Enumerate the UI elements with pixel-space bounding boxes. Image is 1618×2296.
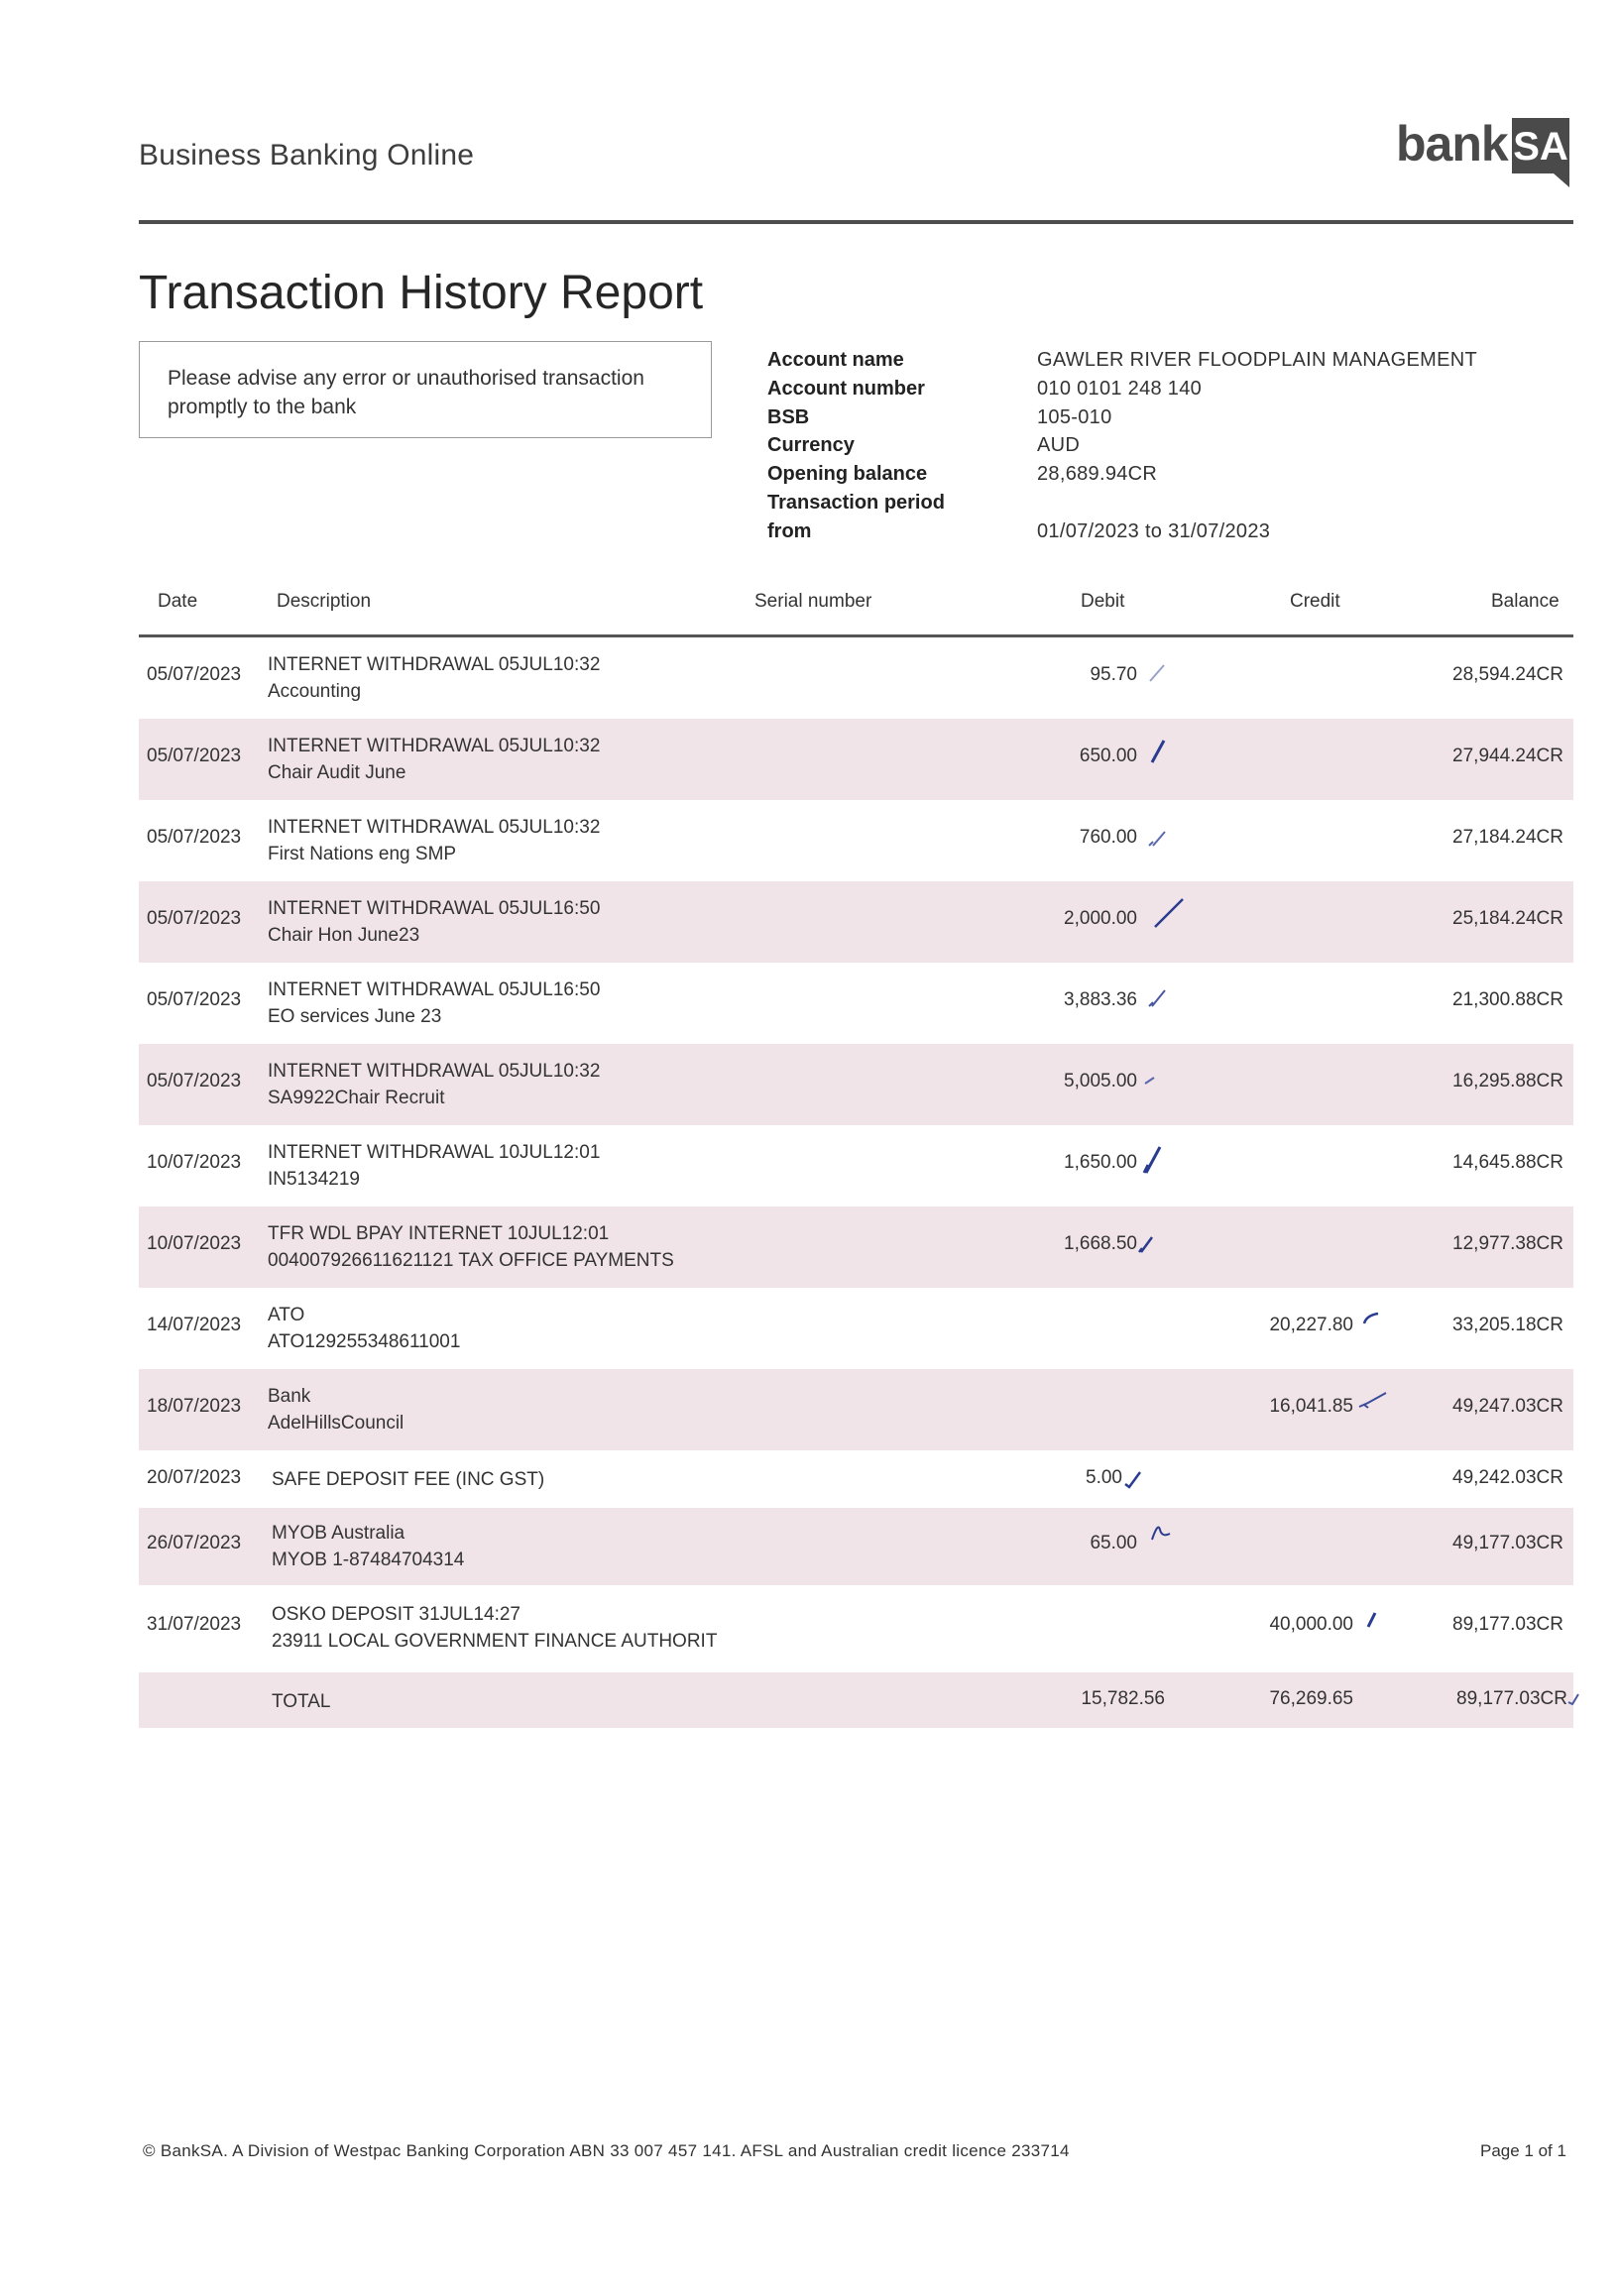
row-description: INTERNET WITHDRAWAL 05JUL10:32 Chair Audit June	[268, 736, 601, 783]
footer-page-number: Page 1 of 1	[1480, 2141, 1566, 2160]
bsb-value: 105-010	[1037, 405, 1112, 428]
handwritten-tick-icon	[1364, 1609, 1380, 1631]
col-serial-number: Serial number	[754, 591, 872, 612]
account-number-label: Account number	[767, 377, 925, 400]
logo-sa-badge	[1510, 114, 1573, 191]
total-debit: 15,782.56	[1081, 1688, 1165, 1709]
handwritten-tick-icon	[1360, 1310, 1382, 1327]
row-date: 26/07/2023	[147, 1533, 242, 1553]
row-description: ATO ATO129255348611001	[268, 1305, 461, 1352]
account-number-value: 010 0101 248 140	[1037, 377, 1203, 400]
row-balance: 25,184.24CR	[1452, 908, 1563, 929]
row-date: 05/07/2023	[147, 1071, 242, 1091]
handwritten-tick-icon	[1566, 1690, 1580, 1708]
row-description: INTERNET WITHDRAWAL 05JUL10:32 First Nations eng SMP	[268, 817, 601, 864]
row-balance: 27,944.24CR	[1452, 746, 1563, 766]
row-debit: 760.00	[1079, 827, 1137, 848]
total-label: TOTAL	[272, 1691, 331, 1712]
row-date: 10/07/2023	[147, 1233, 242, 1254]
handwritten-tick-icon	[1146, 826, 1170, 850]
currency-value: AUD	[1037, 434, 1081, 457]
table-row	[139, 637, 1573, 719]
handwritten-tick-icon	[1146, 737, 1170, 766]
bsb-label: BSB	[767, 405, 810, 428]
row-description: INTERNET WITHDRAWAL 05JUL10:32 SA9922Chair Recruit	[268, 1061, 601, 1108]
handwritten-tick-icon	[1152, 895, 1186, 931]
row-debit: 1,668.50	[1064, 1233, 1137, 1254]
table-row	[139, 1450, 1573, 1508]
opening-balance-label: Opening balance	[767, 463, 928, 486]
row-balance: 49,242.03CR	[1452, 1467, 1563, 1488]
row-balance: 33,205.18CR	[1452, 1315, 1563, 1335]
row-credit: 20,227.80	[1269, 1315, 1353, 1335]
row-balance: 89,177.03CR	[1452, 1614, 1563, 1635]
row-debit: 650.00	[1079, 746, 1137, 766]
col-description: Description	[277, 591, 372, 612]
handwritten-tick-icon	[1356, 1389, 1390, 1413]
currency-row	[767, 431, 1477, 460]
row-debit: 3,883.36	[1064, 989, 1137, 1010]
row-description: MYOB Australia MYOB 1-87484704314	[272, 1523, 465, 1570]
col-credit: Credit	[1290, 591, 1340, 612]
footer-copyright: © BankSA. A Division of Westpac Banking Corporation ABN 33 007 457 141. AFSL and Australian credit licence 233714	[143, 2141, 1070, 2160]
row-balance: 16,295.88CR	[1452, 1071, 1563, 1091]
account-number-row	[767, 375, 1477, 403]
report-title: Transaction History Report	[139, 267, 704, 319]
row-balance: 14,645.88CR	[1452, 1152, 1563, 1173]
table-row	[139, 1206, 1573, 1288]
row-description: OSKO DEPOSIT 31JUL14:27 23911 LOCAL GOVERNMENT FINANCE AUTHORIT	[272, 1604, 718, 1652]
table-row	[139, 1288, 1573, 1369]
row-description: TFR WDL BPAY INTERNET 10JUL12:01 004007926611621121 TAX OFFICE PAYMENTS	[268, 1223, 674, 1271]
row-description: INTERNET WITHDRAWAL 05JUL16:50 EO services June 23	[268, 979, 601, 1027]
bsb-row	[767, 403, 1477, 432]
row-date: 05/07/2023	[147, 664, 242, 685]
period-label-line2: from	[767, 519, 812, 542]
table-row	[139, 719, 1573, 800]
logo-word-bank: bank	[1396, 116, 1508, 172]
period-value: 01/07/2023 to 31/07/2023	[1037, 519, 1271, 542]
row-debit: 2,000.00	[1064, 908, 1137, 929]
opening-balance-value: 28,689.94CR	[1037, 463, 1158, 486]
period-row	[767, 517, 1477, 546]
notice-text: Please advise any error or unauthorised transaction promptly to the bank	[168, 367, 644, 418]
handwritten-tick-icon	[1142, 1074, 1158, 1090]
row-date: 05/07/2023	[147, 908, 242, 929]
row-balance: 21,300.88CR	[1452, 989, 1563, 1010]
row-debit: 1,650.00	[1064, 1152, 1137, 1173]
account-name-value: GAWLER RIVER FLOODPLAIN MANAGEMENT	[1037, 349, 1477, 371]
row-description: SAFE DEPOSIT FEE (INC GST)	[272, 1469, 545, 1490]
total-credit: 76,269.65	[1269, 1688, 1353, 1709]
banksa-logo	[1396, 114, 1573, 193]
col-debit: Debit	[1081, 591, 1125, 612]
currency-label: Currency	[767, 434, 855, 457]
account-name-row	[767, 346, 1477, 375]
total-row	[139, 1672, 1573, 1728]
row-credit: 40,000.00	[1269, 1614, 1353, 1635]
handwritten-tick-icon	[1148, 1520, 1174, 1546]
row-date: 18/07/2023	[147, 1396, 242, 1417]
row-balance: 12,977.38CR	[1452, 1233, 1563, 1254]
row-date: 05/07/2023	[147, 746, 242, 766]
row-date: 14/07/2023	[147, 1315, 242, 1335]
table-row	[139, 881, 1573, 963]
handwritten-tick-icon	[1123, 1468, 1143, 1490]
account-name-label: Account name	[767, 349, 904, 371]
row-date: 20/07/2023	[147, 1467, 242, 1488]
row-debit: 5.00	[1086, 1467, 1122, 1488]
col-date: Date	[158, 591, 198, 612]
header-divider	[139, 220, 1573, 224]
row-date: 31/07/2023	[147, 1614, 242, 1635]
handwritten-tick-icon	[1140, 1143, 1164, 1177]
row-description: INTERNET WITHDRAWAL 05JUL10:32 Accounting	[268, 654, 601, 702]
handwritten-tick-icon	[1146, 986, 1170, 1012]
table-header	[139, 585, 1573, 625]
table-row	[139, 1369, 1573, 1450]
row-debit: 65.00	[1090, 1533, 1137, 1553]
row-date: 05/07/2023	[147, 989, 242, 1010]
row-date: 05/07/2023	[147, 827, 242, 848]
row-debit: 95.70	[1090, 664, 1137, 685]
opening-balance-row	[767, 460, 1477, 489]
table-row	[139, 800, 1573, 881]
row-balance: 28,594.24CR	[1452, 664, 1563, 685]
logo-sa-text: SA	[1512, 125, 1568, 169]
table-row	[139, 1044, 1573, 1125]
error-notice-box	[139, 341, 712, 438]
account-details	[767, 346, 1477, 546]
table-row	[139, 963, 1573, 1044]
row-balance: 49,177.03CR	[1452, 1533, 1563, 1553]
row-balance: 27,184.24CR	[1452, 827, 1563, 848]
table-row	[139, 1125, 1573, 1206]
row-credit: 16,041.85	[1269, 1396, 1353, 1417]
row-balance: 49,247.03CR	[1452, 1396, 1563, 1417]
row-date: 10/07/2023	[147, 1152, 242, 1173]
row-debit: 5,005.00	[1064, 1071, 1137, 1091]
handwritten-tick-icon	[1136, 1232, 1156, 1256]
table-row	[139, 1508, 1573, 1585]
period-label-row	[767, 489, 1477, 517]
row-description: Bank AdelHillsCouncil	[268, 1386, 404, 1434]
row-description: INTERNET WITHDRAWAL 10JUL12:01 IN5134219	[268, 1142, 601, 1190]
portal-title: Business Banking Online	[139, 139, 475, 172]
col-balance: Balance	[1491, 591, 1560, 612]
row-description: INTERNET WITHDRAWAL 05JUL16:50 Chair Hon June23	[268, 898, 601, 946]
total-balance: 89,177.03CR	[1456, 1688, 1567, 1709]
table-row	[139, 1585, 1573, 1672]
handwritten-tick-icon	[1146, 661, 1170, 685]
period-label-line1: Transaction period	[767, 491, 945, 514]
